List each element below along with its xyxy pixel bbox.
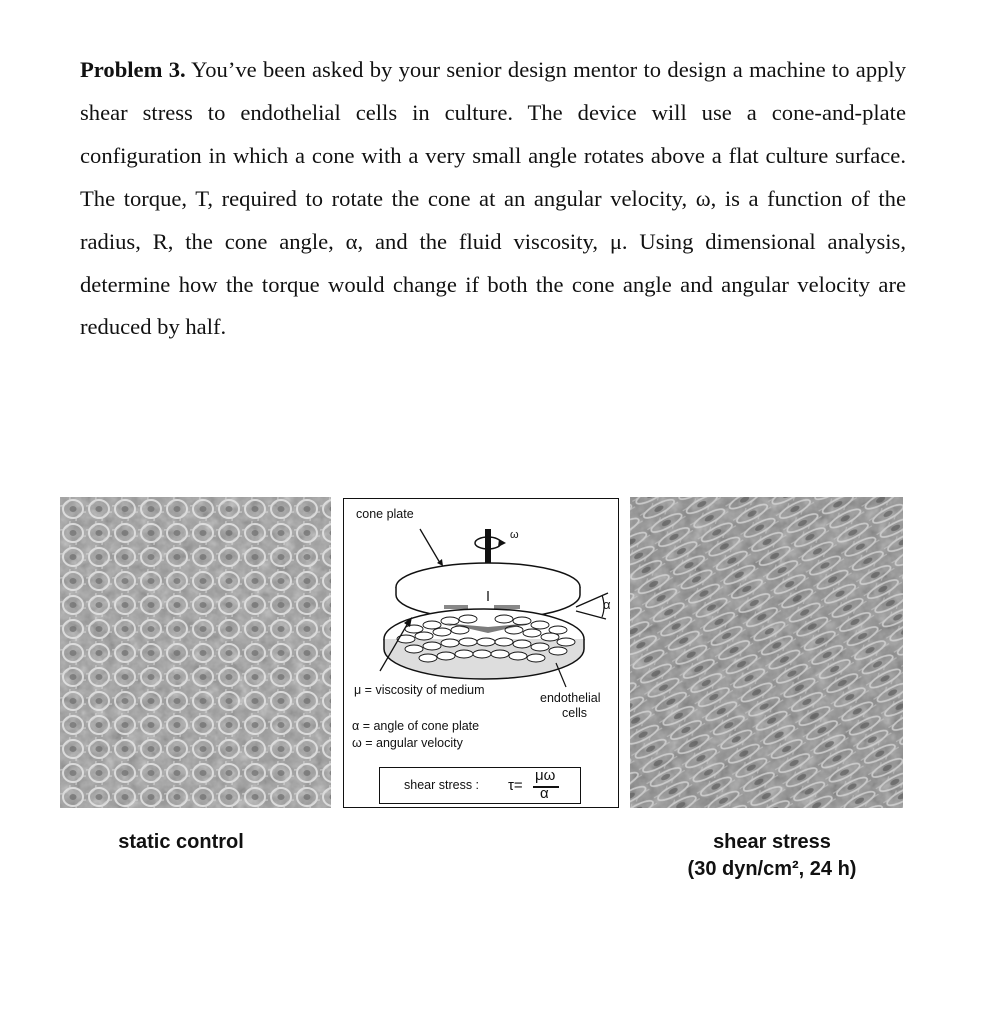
problem-statement xyxy=(80,49,906,349)
omega-symbol: ω xyxy=(510,529,519,541)
velocity-legend: ω = angular velocity xyxy=(352,736,463,750)
static-control-micrograph xyxy=(60,497,331,808)
cone-plate-schematic xyxy=(343,498,619,808)
formula-denominator: α xyxy=(540,785,549,802)
shear-stress-formula xyxy=(379,767,581,804)
shear-stress-micrograph xyxy=(630,497,903,808)
alpha-symbol: α xyxy=(603,597,611,612)
sheared-cells-image xyxy=(630,497,903,808)
problem-label: Problem 3. xyxy=(80,57,186,82)
cone-angle-line xyxy=(576,611,606,619)
formula-label: shear stress : xyxy=(404,778,480,792)
cone-plate-drawing xyxy=(344,499,618,699)
viscosity-legend: μ = viscosity of medium xyxy=(354,683,485,697)
endothelial-label-line2: cells xyxy=(562,706,588,720)
problem-text: You’ve been asked by your senior design mentor to design a machine to apply shear stress to endothelial cells in culture. The device will use a cone-and-plate configuration in which a cone with a very small angle rotates above a flat culture surface. The torque, T, required to rotate the cone at an angular velocity, ω, is a function of the radius, R, the cone angle, α, and the fluid viscosity, μ. Using dimensional analysis, determine how the torque would change if both the cone angle and angular velocity are reduced by half. xyxy=(80,57,906,340)
cone-plate-label: cone plate xyxy=(356,507,414,521)
right-caption-line1: shear stress xyxy=(713,831,831,853)
formula-lhs: τ= xyxy=(508,777,523,794)
left-caption: static control xyxy=(118,831,244,853)
angle-legend: α = angle of cone plate xyxy=(352,719,480,733)
static-cells-image xyxy=(60,497,331,808)
right-caption-line2: (30 dyn/cm², 24 h) xyxy=(687,858,857,880)
endothelial-label-line1: endothelial xyxy=(540,691,601,705)
formula-numerator: μω xyxy=(535,767,556,784)
cone-plate-pointer xyxy=(420,529,440,563)
